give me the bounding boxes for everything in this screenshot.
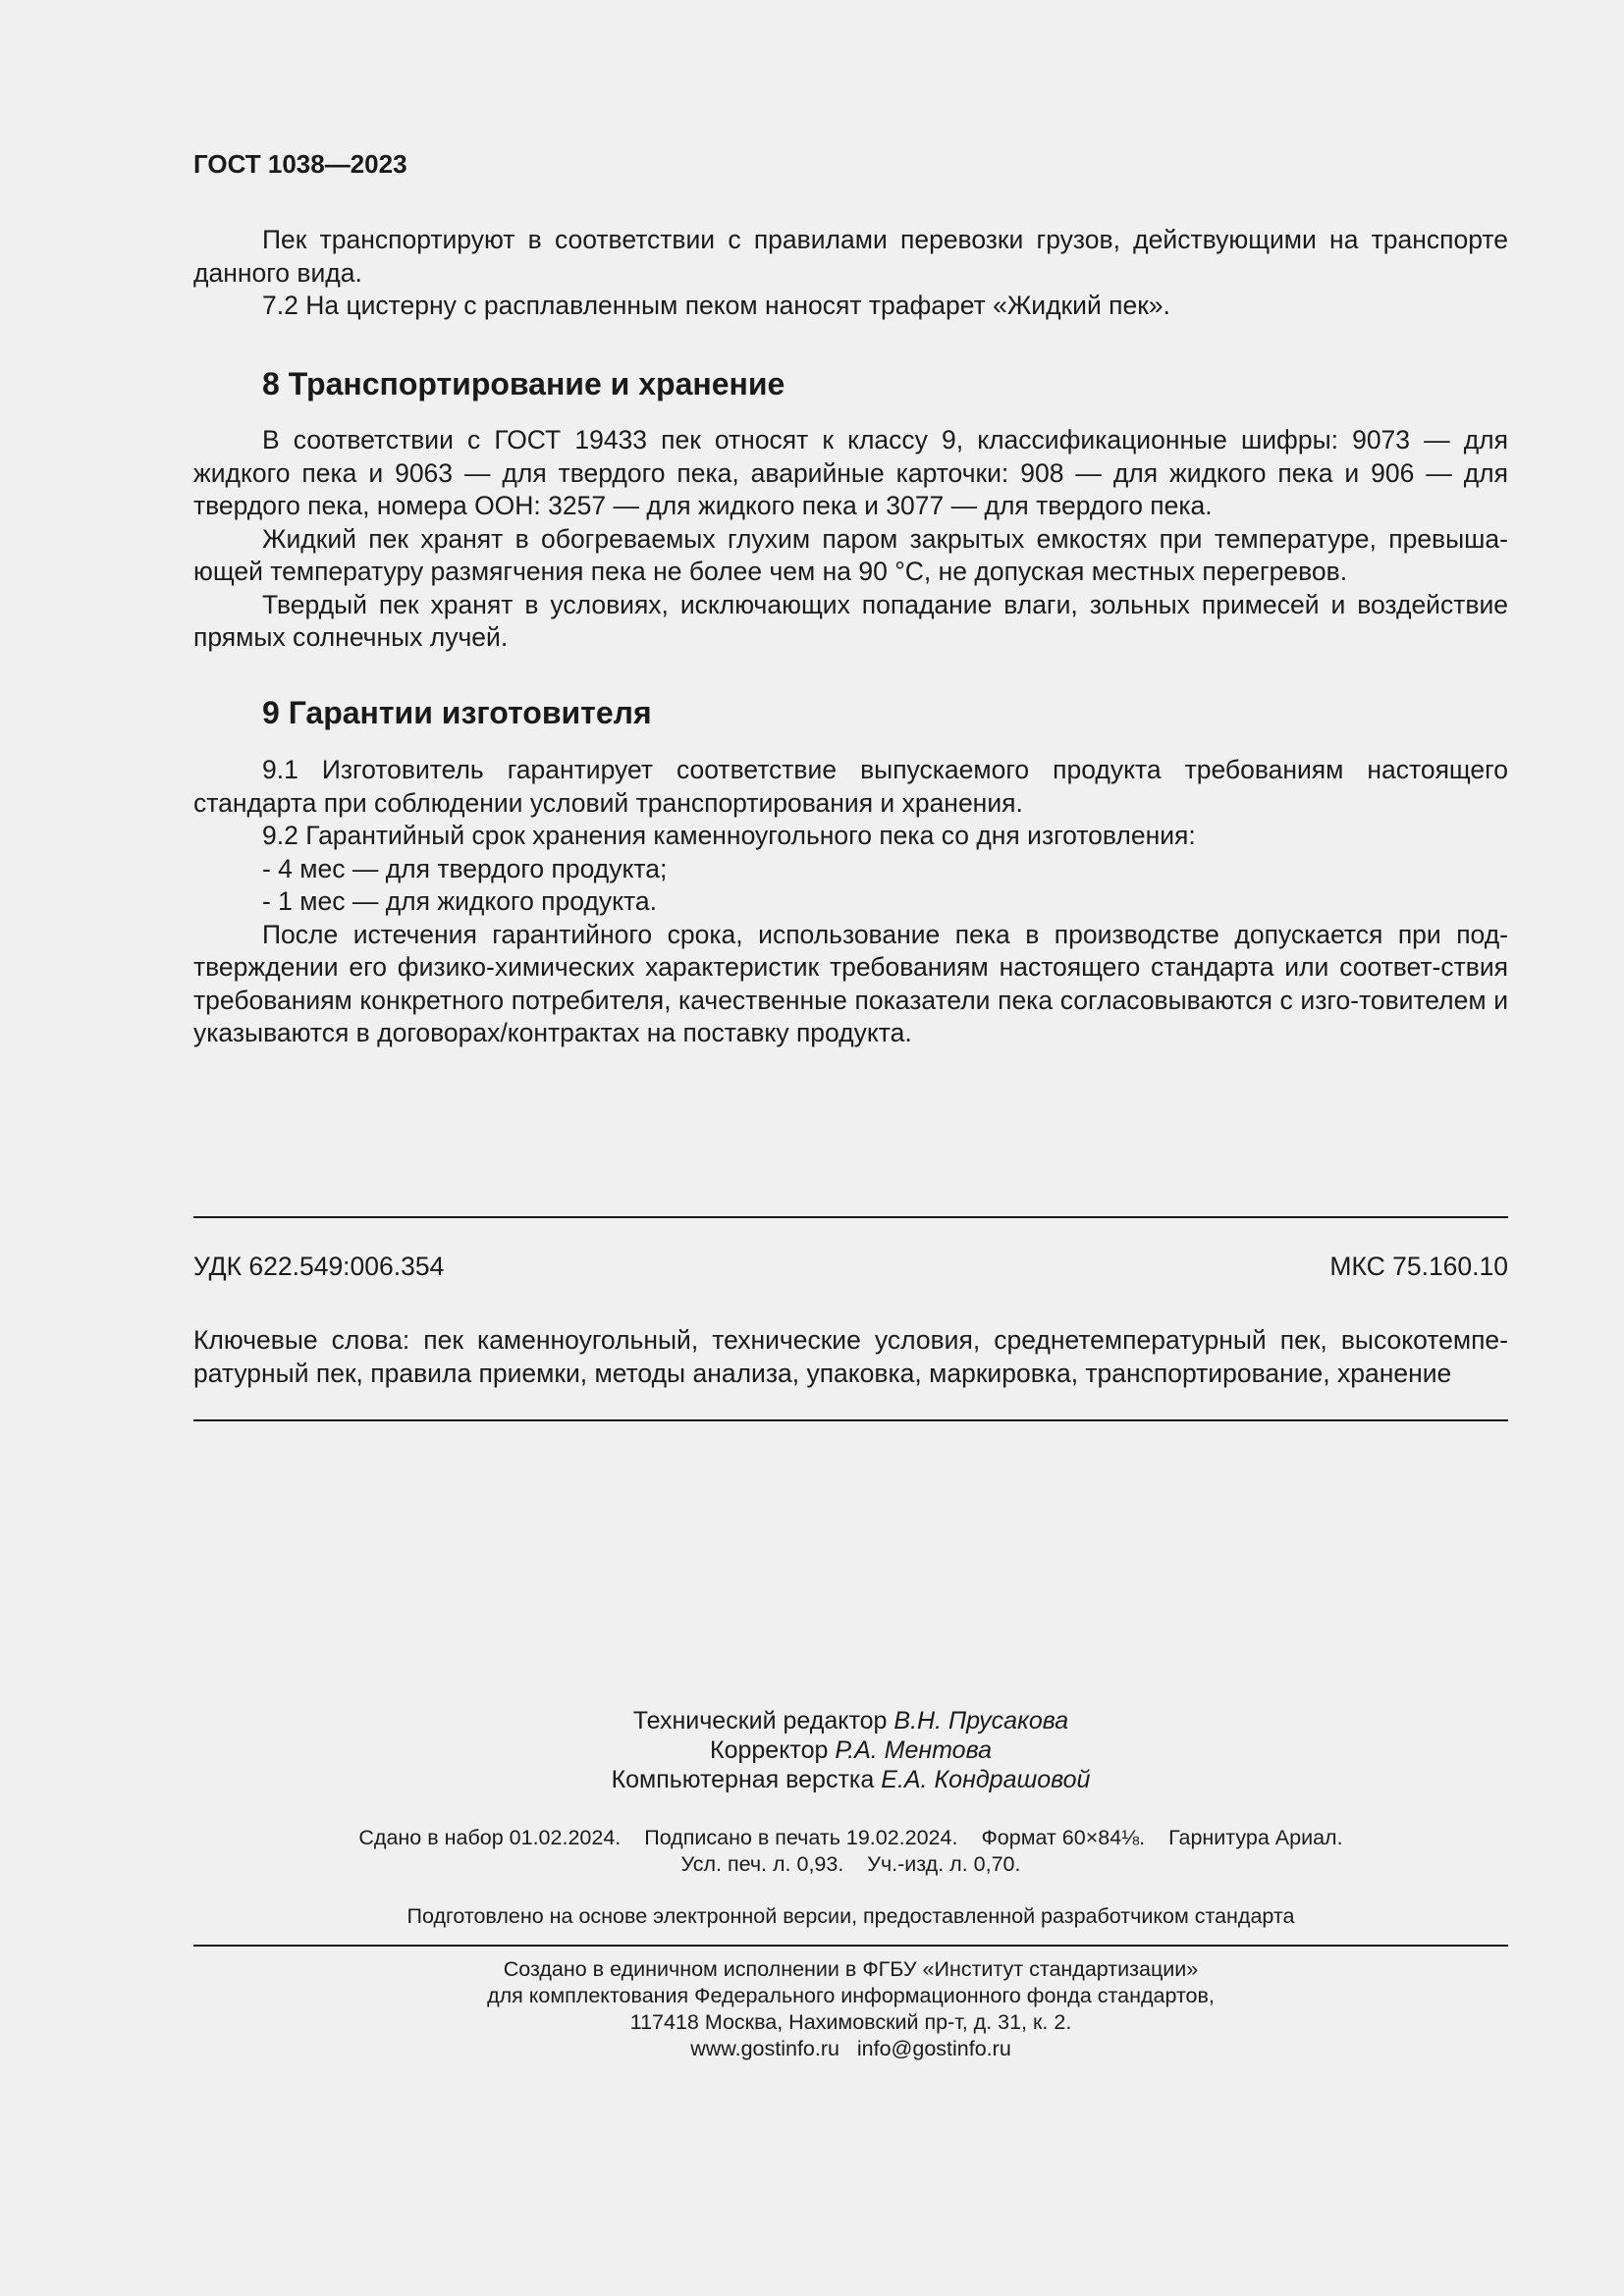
corrector-name: Р.А. Ментова — [835, 1736, 992, 1764]
imprint-line-1 — [193, 1825, 1508, 1851]
section-9-title: 9 Гарантии изготовителя — [262, 695, 652, 730]
credits-block — [193, 1706, 1508, 1794]
imprint-format: Формат 60×84⅛. — [981, 1826, 1146, 1849]
publisher-line-1: Создано в единичном исполнении в ФГБУ «Институт стандартизации» — [503, 1957, 1199, 1981]
publisher-contacts — [193, 2036, 1508, 2062]
document-code: ГОСТ 1038—2023 — [193, 149, 407, 179]
publisher-line-2: для комплектования Федерального информационного фонда стандартов, — [487, 1984, 1215, 2007]
tech-editor-label: Технический редактор — [632, 1707, 888, 1735]
imprint-submitted: Сдано в набор 01.02.2024. — [358, 1826, 622, 1849]
imprint-print-sheets: Усл. печ. л. 0,93. — [680, 1852, 844, 1876]
imprint-line-2 — [193, 1851, 1508, 1878]
publisher-block — [193, 1956, 1508, 2062]
layout-line — [193, 1765, 1508, 1794]
imprint-typeface: Гарнитура Ариал. — [1168, 1826, 1343, 1849]
mks-code: МКС 75.160.10 — [1329, 1252, 1508, 1281]
layout-label: Компьютерная верстка — [611, 1766, 875, 1793]
prepared-note: Подготовлено на основе электронной версии, предоставленной разработчиком стандарта — [406, 1904, 1295, 1928]
imprint-publishing-sheets: Уч.-изд. л. 0,70. — [867, 1852, 1021, 1876]
section-8-paragraph-classification: В соответствии с ГОСТ 19433 пек относят к классу 9, классификационные шифры: 9073 — для жидкого пека и 9063 — для твердого пека, аварийные карточки: 908 — для жидкого пека и 906 — для твердого пека, номера ООН: 3257 — для жидкого пека и 3077 — для твердого пека. — [193, 425, 1508, 520]
shelf-life-item-liquid: - 1 мес — для жидкого продукта. — [262, 886, 657, 916]
imprint-signed: Подписано в печать 19.02.2024. — [644, 1826, 958, 1849]
section-9-body — [193, 754, 1508, 1050]
tech-editor-name: В.Н. Прусакова — [893, 1707, 1069, 1735]
layout-name: Е.А. Кондрашовой — [881, 1766, 1091, 1793]
section-8-title: 8 Транспортирование и хранение — [262, 366, 785, 401]
publisher-email-link[interactable]: info@gostinfo.ru — [856, 2037, 1011, 2060]
udk-code: УДК 622.549:006.354 — [193, 1252, 445, 1281]
section-9-paragraph-guarantee: 9.1 Изготовитель гарантирует соответствие выпускаемого продукта требованиям настоящего стандарта при соблюдении условий транспортирования и хранения. — [193, 755, 1508, 818]
divider-top — [193, 1216, 1508, 1218]
tech-editor-line — [193, 1706, 1508, 1735]
corrector-line — [193, 1735, 1508, 1765]
corrector-label: Корректор — [710, 1736, 829, 1764]
keywords-text: Ключевые слова: пек каменноугольный, технические условия, среднетемпературный пек, высокотемпе-ратурный пек, правила приемки, методы анализа, упаковка, маркировка, транспортирование, хранение — [193, 1325, 1508, 1388]
divider-publisher — [193, 1945, 1508, 1947]
intro-paragraph-transport: Пек транспортируют в соответствии с правилами перевозки грузов, действующими на транспорте данного вида. — [193, 225, 1508, 288]
publisher-website-link[interactable]: www.gostinfo.ru — [690, 2037, 839, 2060]
section-9-paragraph-after-expiry: После истечения гарантийного срока, использование пека в производстве допускается при под-тверждении его физико-химических характеристик требованиям настоящего стандарта или соответ-ствия требованиям конкретного потребителя, качественные показатели пека согласовываются с изго-товителем и указываются в договорах/контрактах на поставку продукта. — [193, 919, 1508, 1047]
section-9-paragraph-shelf-life: 9.2 Гарантийный срок хранения каменноугольного пека со дня изготовления: — [262, 821, 1196, 850]
section-8-paragraph-solid-storage: Твердый пек хранят в условиях, исключающих попадание влаги, зольных примесей и воздействие прямых солнечных лучей. — [193, 589, 1508, 652]
divider-keywords — [193, 1419, 1508, 1421]
section-8-body — [193, 424, 1508, 655]
publisher-address: 117418 Москва, Нахимовский пр-т, д. 31, к. 2. — [629, 2010, 1072, 2034]
shelf-life-item-solid: - 4 мес — для твердого продукта; — [262, 853, 668, 883]
intro-block — [193, 224, 1508, 323]
keywords-block — [193, 1324, 1508, 1390]
section-8-paragraph-liquid-storage: Жидкий пек хранят в обогреваемых глухим паром закрытых емкостях при температуре, превыша-ющей температуру размягчения пека не более чем на 90 °С, не допуская местных перегревов. — [193, 523, 1508, 586]
classification-row — [193, 1250, 1508, 1283]
intro-paragraph-stencil: 7.2 На цистерну с расплавленным пеком наносят трафарет «Жидкий пек». — [262, 291, 1170, 320]
